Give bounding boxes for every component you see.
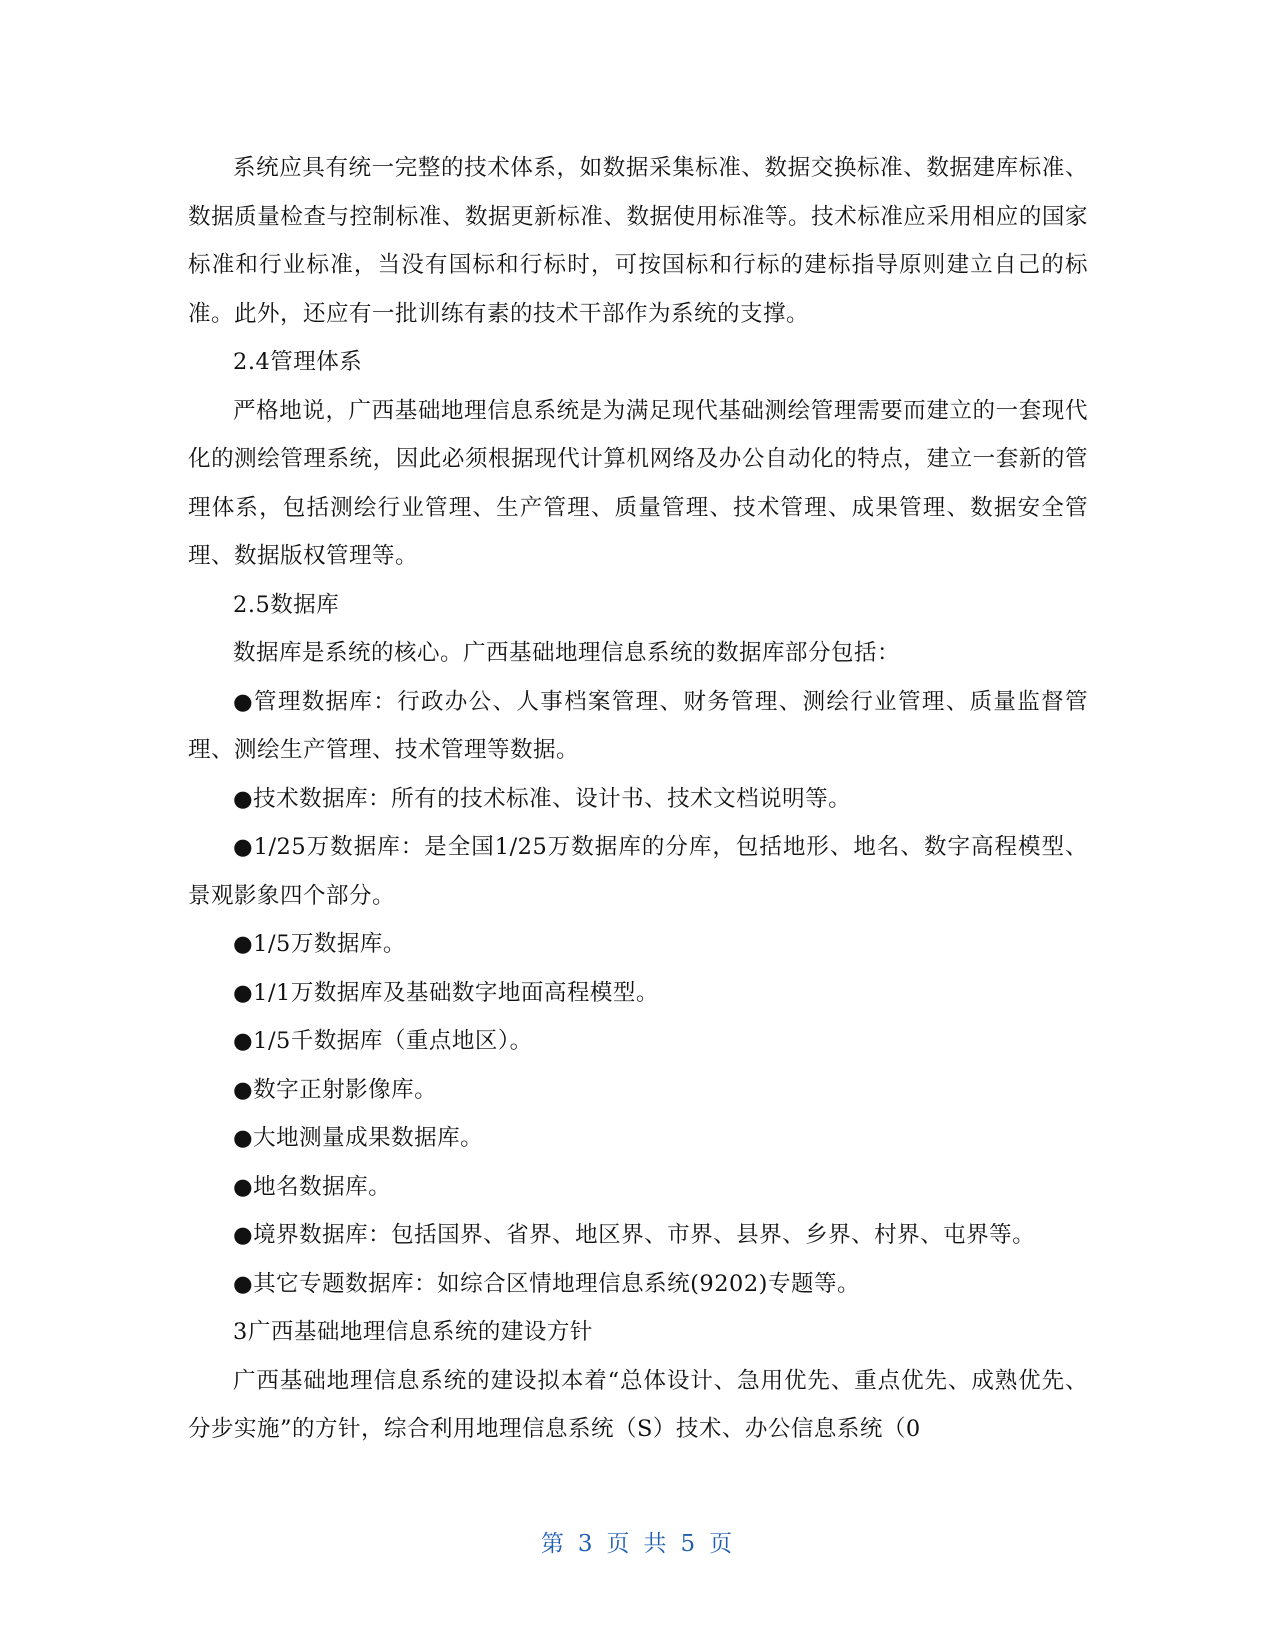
page-footer [0, 1525, 1275, 1558]
paragraph-policy: 广西基础地理信息系统的建设拟本着“总体设计、急用优先、重点优先、成熟优先、分步实施”的方针，综合利用地理信息系统（S）技术、办公信息系统（0 [188, 1367, 1088, 1442]
document-body [188, 144, 1088, 1454]
footer-suffix: 页 [709, 1531, 735, 1557]
bullet-1-5k-db: ●1/5千数据库（重点地区）。 [233, 1028, 533, 1054]
bullet-1-50k-db: ●1/5万数据库。 [233, 931, 406, 957]
bullet-thematic-db: ●其它专题数据库：如综合区情地理信息系统(9202)专题等。 [233, 1270, 860, 1297]
bullet-geodesy-db: ●大地测量成果数据库。 [233, 1125, 484, 1151]
paragraph-database-intro: 数据库是系统的核心。广西基础地理信息系统的数据库部分包括： [233, 640, 901, 666]
footer-total-pages: 5 [680, 1531, 698, 1557]
bullet-tech-db: ●技术数据库：所有的技术标准、设计书、技术文档说明等。 [233, 785, 852, 812]
bullet-ortho-db: ●数字正射影像库。 [233, 1076, 438, 1103]
heading-2-4: 2.4管理体系 [233, 349, 363, 375]
bullet-boundary-db: ●境界数据库：包括国界、省界、地区界、市界、县界、乡界、村界、屯界等。 [233, 1222, 1036, 1248]
bullet-placename-db: ●地名数据库。 [233, 1173, 392, 1200]
bullet-management-db: ●管理数据库：行政办公、人事档案管理、财务管理、测绘行业管理、质量监督管理、测绘生产管理、技术管理等数据。 [188, 688, 1088, 763]
heading-2-5: 2.5数据库 [233, 591, 340, 618]
footer-total-word: 共 [643, 1531, 669, 1557]
bullet-1-250k-db: ●1/25万数据库：是全国1/25万数据库的分库，包括地形、地名、数字高程模型、景观影象四个部分。 [188, 834, 1088, 909]
paragraph-tech-system: 系统应具有统一完整的技术体系，如数据采集标准、数据交换标准、数据建库标准、数据质量检查与控制标准、数据更新标准、数据使用标准等。技术标准应采用相应的国家标准和行业标准，当没有国标和行标时，可按国标和行标的建标指导原则建立自己的标准。此外，还应有一批训练有素的技术干部作为系统的支撑。 [188, 155, 1088, 327]
bullet-1-10k-db: ●1/1万数据库及基础数字地面高程模型。 [233, 979, 659, 1006]
heading-3: 3广西基础地理信息系统的建设方针 [233, 1319, 593, 1345]
paragraph-management: 严格地说，广西基础地理信息系统是为满足现代基础测绘管理需要而建立的一套现代化的测绘管理系统，因此必须根据现代计算机网络及办公自动化的特点，建立一套新的管理体系，包括测绘行业管理、生产管理、质量管理、技术管理、成果管理、数据安全管理、数据版权管理等。 [188, 397, 1088, 569]
footer-current-page: 3 [577, 1531, 595, 1557]
footer-page-word: 页 [606, 1531, 632, 1557]
footer-prefix: 第 [540, 1531, 566, 1557]
